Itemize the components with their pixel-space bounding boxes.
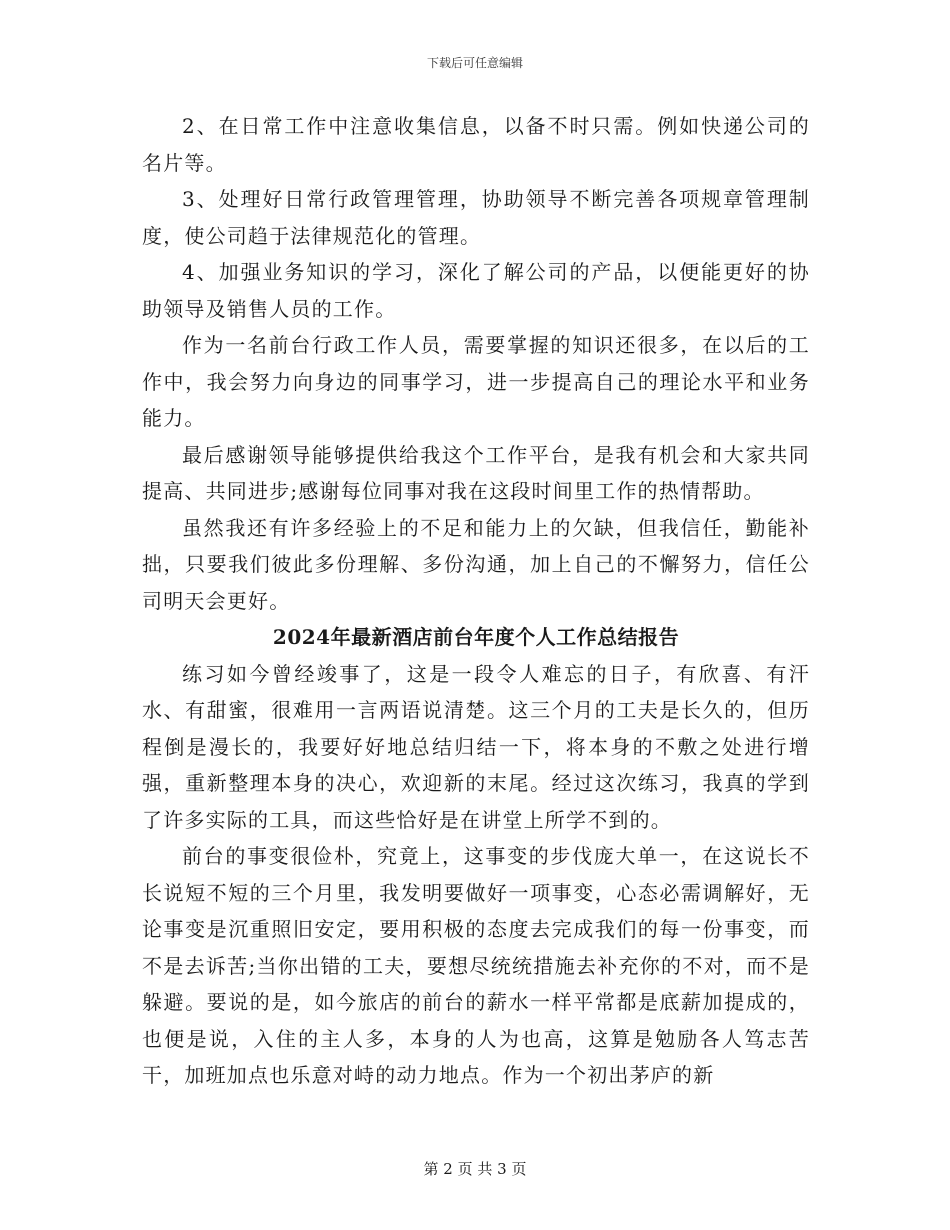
section-title: 2024年最新酒店前台年度个人工作总结报告 [272, 625, 680, 649]
page-header: 下载后可任意编辑 [426, 56, 523, 70]
page-footer: 第 2 页 共 3 页 [423, 1160, 527, 1178]
paragraph-item-4: 4、加强业务知识的学习，深化了解公司的产品，以便能更好的协助领导及销售人员的工作。 [142, 260, 810, 321]
paragraph-thanks: 最后感谢领导能够提供给我这个工作平台，是我有机会和大家共同提高、共同进步;感谢每位同事对我在这段时间里工作的热情帮助。 [142, 442, 810, 503]
paragraph-internship-summary: 练习如今曾经竣事了，这是一段令人难忘的日子，有欣喜、有汗水、有甜蜜，很难用一言两语说清楚。这三个月的工夫是长久的，但历程倒是漫长的，我要好好地总结归结一下，将本身的不敷之处进行增强，重新整理本身的决心，欢迎新的末尾。经过这次练习，我真的学到了许多实际的工具，而这些恰好是在讲堂上所学不到的。 [142, 661, 810, 832]
paragraph-front-desk-work: 前台的事变很俭朴，究竟上，这事变的步伐庞大单一，在这说长不长说短不短的三个月里，我发明要做好一项事变，心态必需调解好，无论事变是沉重照旧安定，要用积极的态度去完成我们的每一份事变，而不是去诉苦;当你出错的工夫，要想尽统统措施去补充你的不对，而不是躲避。要说的是，如今旅店的前台的薪水一样平常都是底薪加提成的，也便是说，入住的主人多，本身的人为也高，这算是勉励各人笃志苦干，加班加点也乐意对峙的动力地点。作为一个初出茅庐的新 [142, 844, 810, 1087]
document-body [142, 108, 810, 1094]
paragraph-item-2: 2、在日常工作中注意收集信息，以备不时只需。例如快递公司的名片等。 [142, 114, 810, 175]
paragraph-item-3: 3、处理好日常行政管理管理，协助领导不断完善各项规章管理制度，使公司趋于法律规范化的管理。 [142, 187, 810, 248]
paragraph-role-knowledge: 作为一名前台行政工作人员，需要掌握的知识还很多，在以后的工作中，我会努力向身边的同事学习，进一步提高自己的理论水平和业务能力。 [142, 333, 810, 430]
paragraph-closing: 虽然我还有许多经验上的不足和能力上的欠缺，但我信任，勤能补拙，只要我们彼此多份理解、多份沟通，加上自己的不懈努力，信任公司明天会更好。 [142, 515, 810, 613]
